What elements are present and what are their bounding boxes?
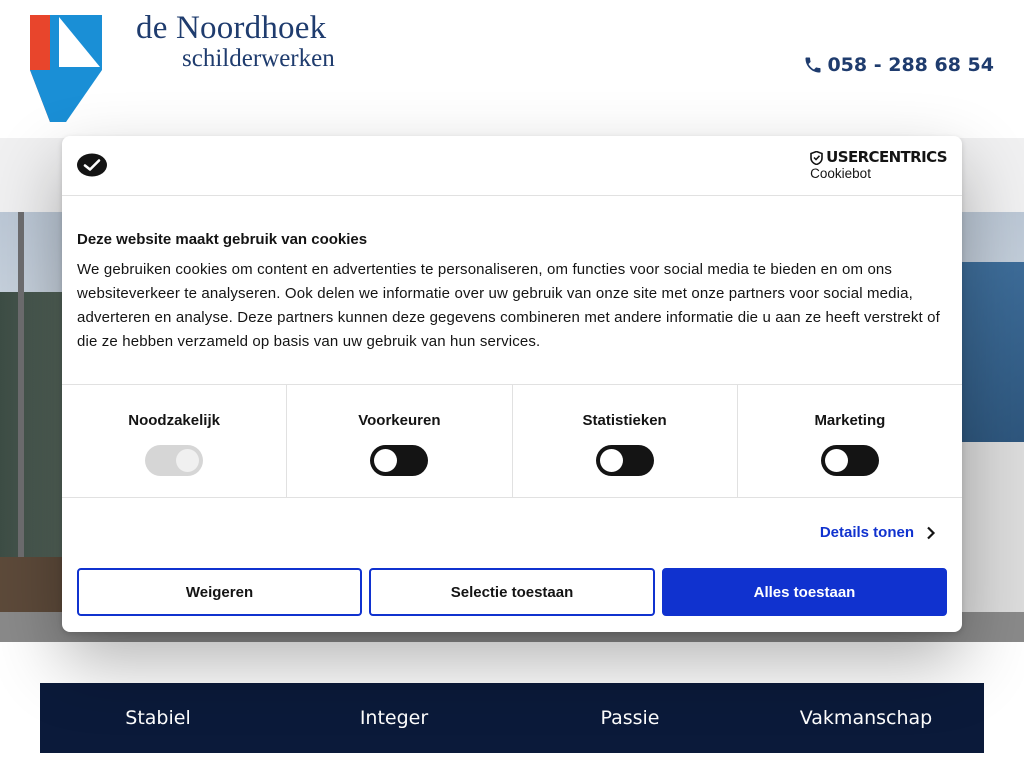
value-vakmanschap: Vakmanschap (799, 707, 933, 729)
value-passie: Passie (600, 707, 660, 729)
logo-subtitle[interactable]: schilderwerken (182, 45, 335, 72)
toggle-preferences[interactable] (370, 445, 428, 476)
details-label: Details tonen (819, 524, 914, 541)
toggle-label-necessary: Noodzakelijk (128, 412, 220, 429)
consent-toggles (62, 384, 962, 498)
hero-building-left (0, 292, 70, 582)
toggle-marketing[interactable] (821, 445, 879, 476)
site-header (0, 0, 1024, 138)
phone-icon (803, 55, 823, 75)
logo-icon[interactable] (30, 15, 102, 122)
allow-all-button[interactable]: Alles toestaan (662, 568, 947, 616)
toggle-statistics[interactable] (596, 445, 654, 476)
value-integer: Integer (359, 707, 429, 729)
toggle-label-statistics: Statistieken (582, 412, 667, 429)
details-link[interactable] (820, 524, 936, 541)
toggle-cell-preferences (287, 385, 512, 497)
toggle-cell-necessary (62, 385, 287, 497)
toggle-label-marketing: Marketing (814, 412, 886, 429)
values-bar (40, 683, 984, 753)
toggle-necessary (145, 445, 203, 476)
dialog-header (62, 136, 962, 196)
toggle-cell-marketing (738, 385, 962, 497)
cookiebot-logo-icon (76, 152, 108, 178)
phone-link[interactable] (803, 54, 994, 76)
allow-selection-button[interactable]: Selectie toestaan (369, 568, 655, 616)
provider-name: USERCENTRICS (826, 148, 947, 166)
dialog-body: We gebruiken cookies om content en advertenties te personaliseren, om functies voor social media te bieden en om ons websiteverkeer te analyseren. Ook delen we informatie over uw gebruik van onze site met onze partners voor social media, adverteren en analyse. Deze partners kunnen deze gegevens combineren met andere informatie die u aan ze heeft verstrekt of die ze hebben verzameld op basis van uw gebruik van hun services. (77, 261, 940, 350)
hero-flagpole (18, 212, 24, 612)
provider-product: Cookiebot (810, 166, 871, 181)
phone-number: 058 - 288 68 54 (827, 54, 994, 76)
toggle-cell-statistics (513, 385, 738, 497)
shield-icon (810, 151, 823, 165)
value-stabiel: Stabiel (125, 707, 191, 729)
dialog-title: Deze website maakt gebruik van cookies (77, 231, 368, 248)
usercentrics-brand[interactable] (810, 149, 947, 182)
deny-button[interactable]: Weigeren (77, 568, 362, 616)
logo-name[interactable]: de Noordhoek (136, 10, 327, 46)
chevron-right-icon (926, 526, 936, 540)
cookie-consent-dialog (62, 136, 962, 632)
hero-facade-right (960, 442, 1024, 632)
toggle-label-preferences: Voorkeuren (358, 412, 441, 429)
